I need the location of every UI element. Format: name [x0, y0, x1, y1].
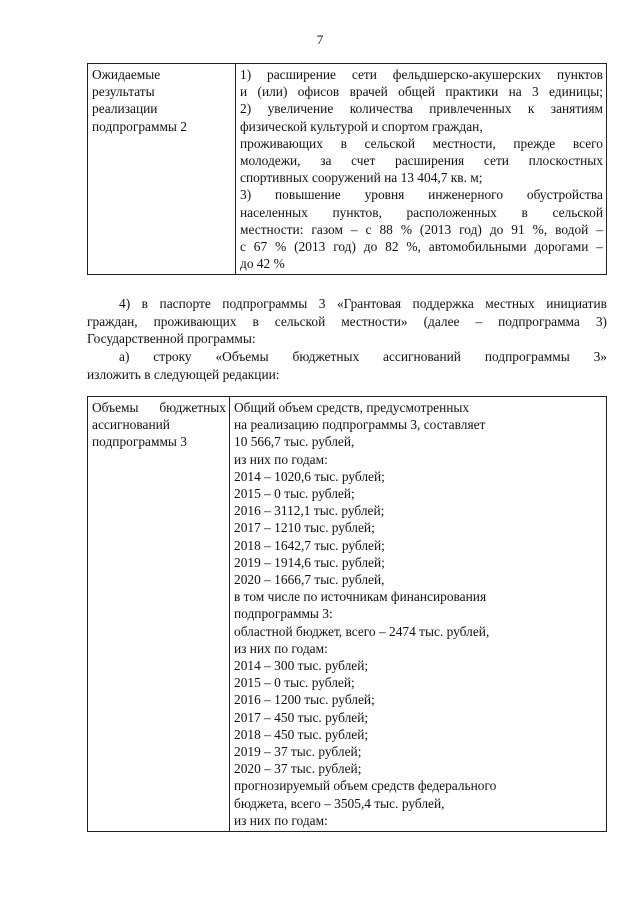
content-line: 2019 – 37 тыс. рублей;	[234, 744, 362, 760]
paragraph-line: Государственной программы:	[87, 331, 256, 347]
row-label-line: Объемы бюджетных	[92, 400, 226, 415]
content-line: 2018 – 450 тыс. рублей;	[234, 726, 369, 742]
content-line: 3) повышение уровня инженерного обустройства	[240, 187, 603, 203]
paragraph-line: граждан, проживающих в сельской местности» (далее – подпрограмма 3)	[87, 313, 607, 329]
content-line: проживающих в сельской местности, прежде всего	[240, 135, 603, 151]
content-line: 2) увеличение количества привлеченных к занятиям	[240, 101, 603, 117]
row-label-line: подпрограммы 3	[92, 434, 187, 450]
content-line: 2014 – 1020,6 тыс. рублей;	[234, 468, 385, 484]
content-line: 2016 – 1200 тыс. рублей;	[234, 692, 375, 708]
paragraph-line: 4) в паспорте подпрограммы 3 «Грантовая поддержка местных инициатив	[119, 296, 607, 311]
content-line: до 42 %	[240, 256, 285, 272]
content-line: 2017 – 1210 тыс. рублей;	[234, 520, 375, 536]
content-line: населенных пунктов, расположенных в сельской	[240, 204, 603, 220]
page-number: 7	[316, 32, 324, 47]
paragraph-line: а) строку «Объемы бюджетных ассигнований подпрограммы 3»	[119, 349, 607, 364]
row-label-line: ассигнований	[92, 417, 170, 433]
content-line: областной бюджет, всего – 2474 тыс. рублей,	[234, 623, 490, 639]
row-content-cell	[230, 397, 607, 832]
content-line: из них по годам:	[234, 451, 328, 467]
content-line: молодежи, за счет расширения сети плоскостных	[240, 153, 603, 169]
row-label-cell	[88, 397, 230, 832]
row-label-line: результаты	[92, 84, 155, 100]
content-line: с 67 % (2013 год) до 82 %, автомобильными дорогами –	[240, 239, 603, 255]
content-line: и (или) офисов врачей общей практики на 3 единицы;	[240, 84, 603, 100]
paragraph-line: изложить в следующей редакции:	[87, 366, 280, 382]
content-line: 2016 – 3112,1 тыс. рублей;	[234, 503, 385, 519]
content-line: Общий объем средств, предусмотренных	[234, 400, 470, 415]
content-line: местности: газом – с 88 % (2013 год) до 91 %, водой –	[240, 221, 603, 237]
content-line: 1) расширение сети фельдшерско-акушерских пунктов	[240, 67, 603, 82]
row-label-line: реализации	[92, 101, 158, 117]
content-line: 2015 – 0 тыс. рублей;	[234, 486, 355, 502]
row-label-line: Ожидаемые	[92, 67, 161, 82]
content-line: прогнозируемый объем средств федерального	[234, 778, 497, 794]
content-line: 2020 – 1666,7 тыс. рублей,	[234, 572, 385, 588]
content-line: на реализацию подпрограммы 3, составляет	[234, 417, 486, 433]
content-line: 2017 – 450 тыс. рублей;	[234, 709, 369, 725]
content-line: 10 566,7 тыс. рублей,	[234, 434, 355, 450]
budget-allocations-table	[87, 396, 607, 832]
content-line: подпрограммы 3:	[234, 606, 333, 622]
content-line: бюджета, всего – 3505,4 тыс. рублей,	[234, 795, 445, 811]
content-line: физической культурой и спортом граждан,	[240, 118, 483, 134]
content-line: 2020 – 37 тыс. рублей;	[234, 761, 362, 777]
row-label-line: подпрограммы 2	[92, 118, 187, 134]
content-line: 2018 – 1642,7 тыс. рублей;	[234, 537, 385, 553]
content-line: в том числе по источникам финансирования	[234, 589, 487, 605]
content-line: 2015 – 0 тыс. рублей;	[234, 675, 355, 691]
content-line: 2019 – 1914,6 тыс. рублей;	[234, 554, 385, 570]
table-row	[88, 397, 607, 832]
content-line: спортивных сооружений на 13 404,7 кв. м;	[240, 170, 483, 186]
content-line: из них по годам:	[234, 812, 328, 828]
content-line: из них по годам:	[234, 640, 328, 656]
content-line: 2014 – 300 тыс. рублей;	[234, 658, 369, 674]
